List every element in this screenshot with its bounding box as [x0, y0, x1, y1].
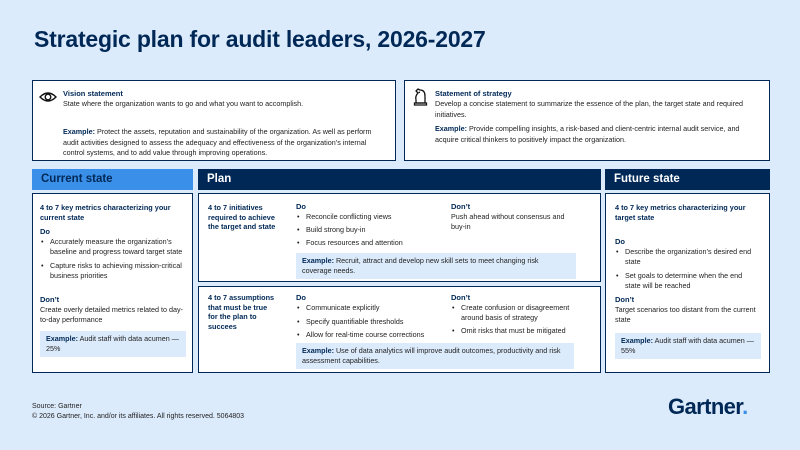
current-example [40, 331, 186, 357]
list-item: • Accurately measure the organization’s baseline and progress toward target state [40, 237, 186, 256]
list-item: • Build strong buy-in [296, 225, 446, 235]
plan-initiatives-do-label: Do [296, 202, 306, 211]
plan-initiatives-dont-text: Push ahead without consensus and buy-in [451, 212, 565, 231]
future-do-list [615, 247, 755, 290]
plan-assumptions-do-label: Do [296, 293, 306, 302]
vision-example-text: Protect the assets, reputation and sustainability of the organization. As well as perform audit activities designed to assess the adequacy and effectiveness of the organization’s internal control systems, and to add value through improving operations. [63, 127, 372, 157]
strategy-example-label: Example: [435, 124, 467, 133]
plan-initiatives-example-label: Example: [302, 256, 334, 265]
plan-initiatives-example [296, 253, 576, 279]
current-state-title: 4 to 7 key metrics characterizing your current state [40, 203, 171, 222]
plan-assumptions-card [198, 286, 601, 373]
vision-text: State where the organization wants to go and what you want to accomplish. [63, 99, 304, 108]
plan-initiatives-title: 4 to 7 initiatives required to achieve the target and state [208, 203, 276, 231]
future-dont-label: Don’t [615, 295, 635, 304]
future-state-header: Future state [605, 169, 770, 190]
plan-assumptions-example-label: Example: [302, 346, 334, 355]
future-example-label: Example: [621, 336, 653, 345]
list-item: • Describe the organization’s desired end state [615, 247, 755, 266]
list-item: • Reconcile conflicting views [296, 212, 446, 222]
future-state-title: 4 to 7 key metrics characterizing your target state [615, 203, 746, 222]
list-item: • Focus resources and attention [296, 238, 446, 248]
source-text: Source: Gartner [32, 403, 82, 410]
future-state-card [605, 193, 770, 373]
list-item: • Set goals to determine when the end state will be reached [615, 271, 755, 290]
future-example [615, 333, 761, 359]
strategy-text: Develop a concise statement to summarize the essence of the plan, the target state and required initiatives. [435, 99, 744, 119]
plan-assumptions-dont-label: Don’t [451, 293, 471, 302]
current-dont-text: Create overly detailed metrics related to day-to-day performance [40, 305, 184, 324]
footer [32, 402, 244, 422]
plan-assumptions-title: 4 to 7 assumptions that must be true for the plan to succees [208, 293, 275, 331]
logo-dot: . [742, 394, 748, 419]
list-item: • Omit risks that must be mitigated [451, 326, 591, 336]
current-state-header: Current state [32, 169, 193, 190]
logo-text: Gartner [668, 394, 743, 419]
vision-heading: Vision statement [63, 89, 123, 98]
plan-arrow-icon [590, 169, 601, 189]
gartner-logo [668, 394, 748, 420]
plan-initiatives-example-text: Recruit, attract and develop new skill sets to meet changing risk coverage needs. [302, 256, 539, 275]
plan-assumptions-dont-list [451, 303, 591, 336]
current-state-card [32, 193, 193, 373]
current-example-text: Audit staff with data acumen — 25% [46, 334, 179, 353]
plan-initiatives-card [198, 193, 601, 282]
list-item: • Specify quantifiable thresholds [296, 317, 451, 327]
plan-initiatives-dont-label: Don’t [451, 202, 471, 211]
strategy-example-text: Provide compelling insights, a risk-based and client-centric internal audit service, and acquire critical thinkers to positively impact the organization. [435, 124, 740, 144]
vision-example [63, 127, 387, 159]
future-dont-text: Target scenarios too distant from the current state [615, 305, 756, 324]
current-example-label: Example: [46, 334, 78, 343]
page-title: Strategic plan for audit leaders, 2026-2027 [34, 26, 486, 52]
list-item: • Create confusion or disagreement around basis of strategy [451, 303, 591, 322]
strategy-statement-card [404, 80, 770, 161]
list-item: • Capture risks to achieving mission-critical business priorities [40, 261, 186, 280]
plan-header: Plan [198, 169, 601, 190]
strategy-example [435, 124, 761, 145]
vision-statement-card [32, 80, 396, 161]
current-do-list [40, 237, 186, 280]
vision-example-label: Example: [63, 127, 95, 136]
eye-icon [39, 90, 57, 104]
list-item: • Allow for real-time course corrections [296, 330, 451, 340]
plan-assumptions-example-text: Use of data analytics will improve audit outcomes, productivity and risk assessment capabilities. [302, 346, 561, 365]
current-do-label: Do [40, 227, 50, 236]
plan-assumptions-do-list [296, 303, 451, 340]
list-item: • Communicate explicitly [296, 303, 451, 313]
plan-initiatives-do-list [296, 212, 446, 248]
current-dont-label: Don’t [40, 295, 60, 304]
future-do-label: Do [615, 237, 625, 246]
plan-assumptions-example [296, 343, 574, 369]
copyright-text: © 2026 Gartner, Inc. and/or its affiliates. All rights reserved. 5064803 [32, 413, 245, 420]
chess-knight-icon [412, 86, 428, 106]
strategy-heading: Statement of strategy [435, 89, 512, 98]
future-example-text: Audit staff with data acumen — 55% [621, 336, 754, 355]
